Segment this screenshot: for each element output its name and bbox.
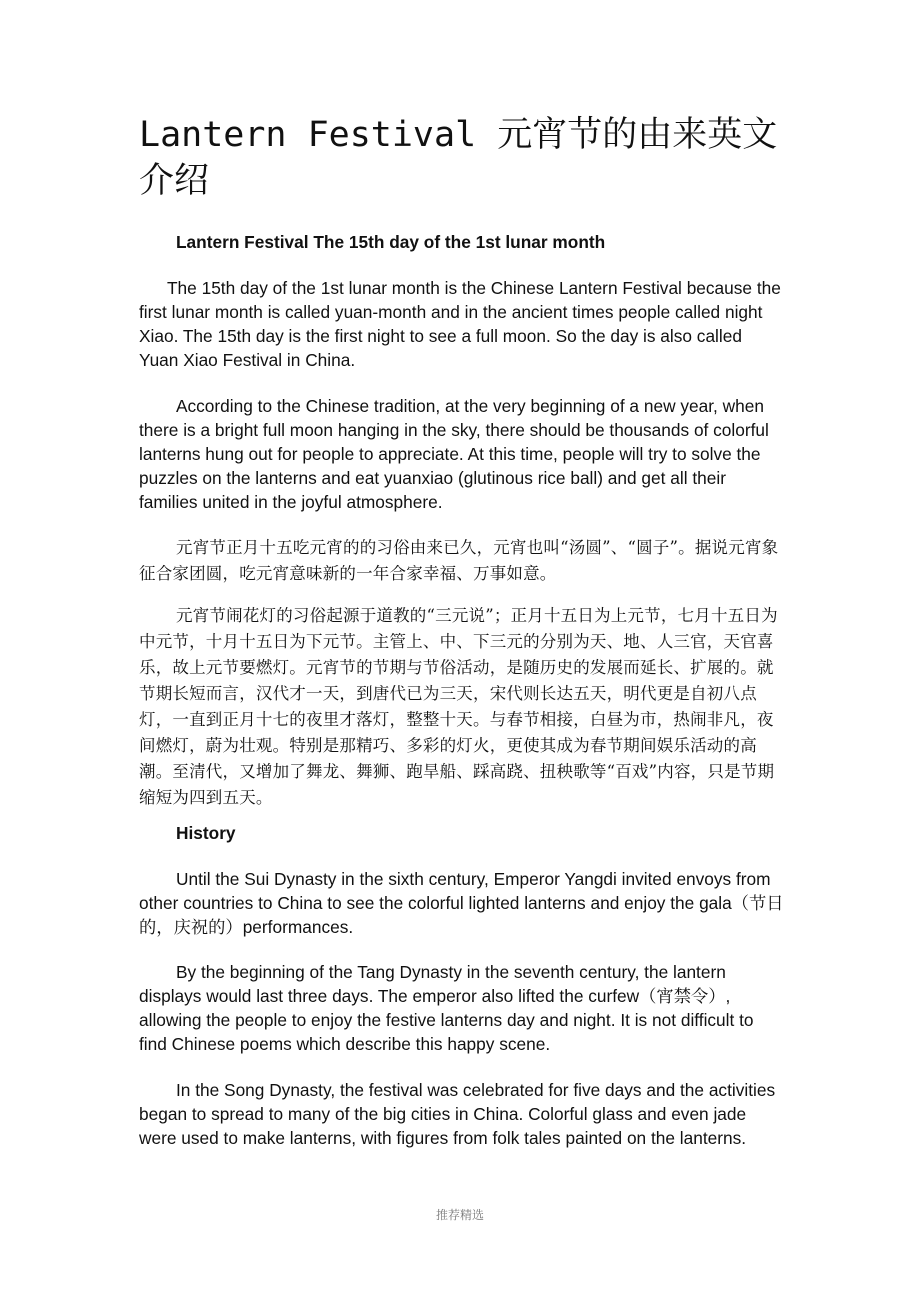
paragraph-song-dynasty: In the Song Dynasty, the festival was celebrated for five days and the activities began to spread to many of the big cities in China. Colorful glass and even jade were used to make lanterns, with figures from folk tales painted on the lanterns.: [139, 1080, 776, 1148]
paragraph-sui-dynasty: Until the Sui Dynasty in the sixth century, Emperor Yangdi invited envoys from other countries to China to see the colorful lighted lanterns and enjoy the gala（节日的，庆祝的）performances.: [139, 869, 784, 937]
page-footer: 推荐精选: [435, 1208, 484, 1222]
paragraph-chinese-yuanxiao: 元宵节正月十五吃元宵的的习俗由来已久，元宵也叫“汤圆”、“圆子”。据说元宵象征合家团圆，吃元宵意味新的一年合家幸福、万事如意。: [139, 538, 779, 583]
paragraph-tang-dynasty: By the beginning of the Tang Dynasty in the seventh century, the lantern displays would last three days. The emperor also lifted the curfew（宵禁令）, allowing the people to enjoy the festive lanterns day and night. It is not difficult to find Chinese poems which describe this happy scene.: [139, 962, 754, 1054]
paragraph-intro: The 15th day of the 1st lunar month is the Chinese Lantern Festival because the first lunar month is called yuan-month and in the ancient times people called night Xiao. The 15th day is the first night to see a full moon. So the day is also called Yuan Xiao Festival in China.: [139, 278, 781, 370]
page-title: Lantern Festival 元宵节的由来英文介绍: [139, 115, 778, 201]
subheading: Lantern Festival The 15th day of the 1st lunar month: [176, 232, 606, 252]
paragraph-tradition: According to the Chinese tradition, at the very beginning of a new year, when there is a bright full moon hanging in the sky, there should be thousands of colorful lanterns hung out for people to appreciate. At this time, people will try to solve the puzzles on the lanterns and eat yuanxiao (glutinous rice ball) and get all their families united in the joyful atmosphere.: [139, 396, 769, 512]
history-heading: History: [176, 823, 236, 843]
paragraph-chinese-lanterns: 元宵节闹花灯的习俗起源于道教的“三元说”；正月十五日为上元节，七月十五日为中元节，十月十五日为下元节。主管上、中、下三元的分别为天、地、人三官，天官喜乐，故上元节要燃灯。元宵节的节期与节俗活动，是随历史的发展而延长、扩展的。就节期长短而言，汉代才一天，到唐代已为三天，宋代则长达五天，明代更是自初八点灯，一直到正月十七的夜里才落灯，整整十天。与春节相接，白昼为市，热闹非凡，夜间燃灯，蔚为壮观。特别是那精巧、多彩的灯火，更使其成为春节期间娱乐活动的高潮。至清代，又增加了舞龙、舞狮、跑旱船、踩高跷、扭秧歌等“百戏”内容，只是节期缩短为四到五天。: [139, 606, 778, 807]
